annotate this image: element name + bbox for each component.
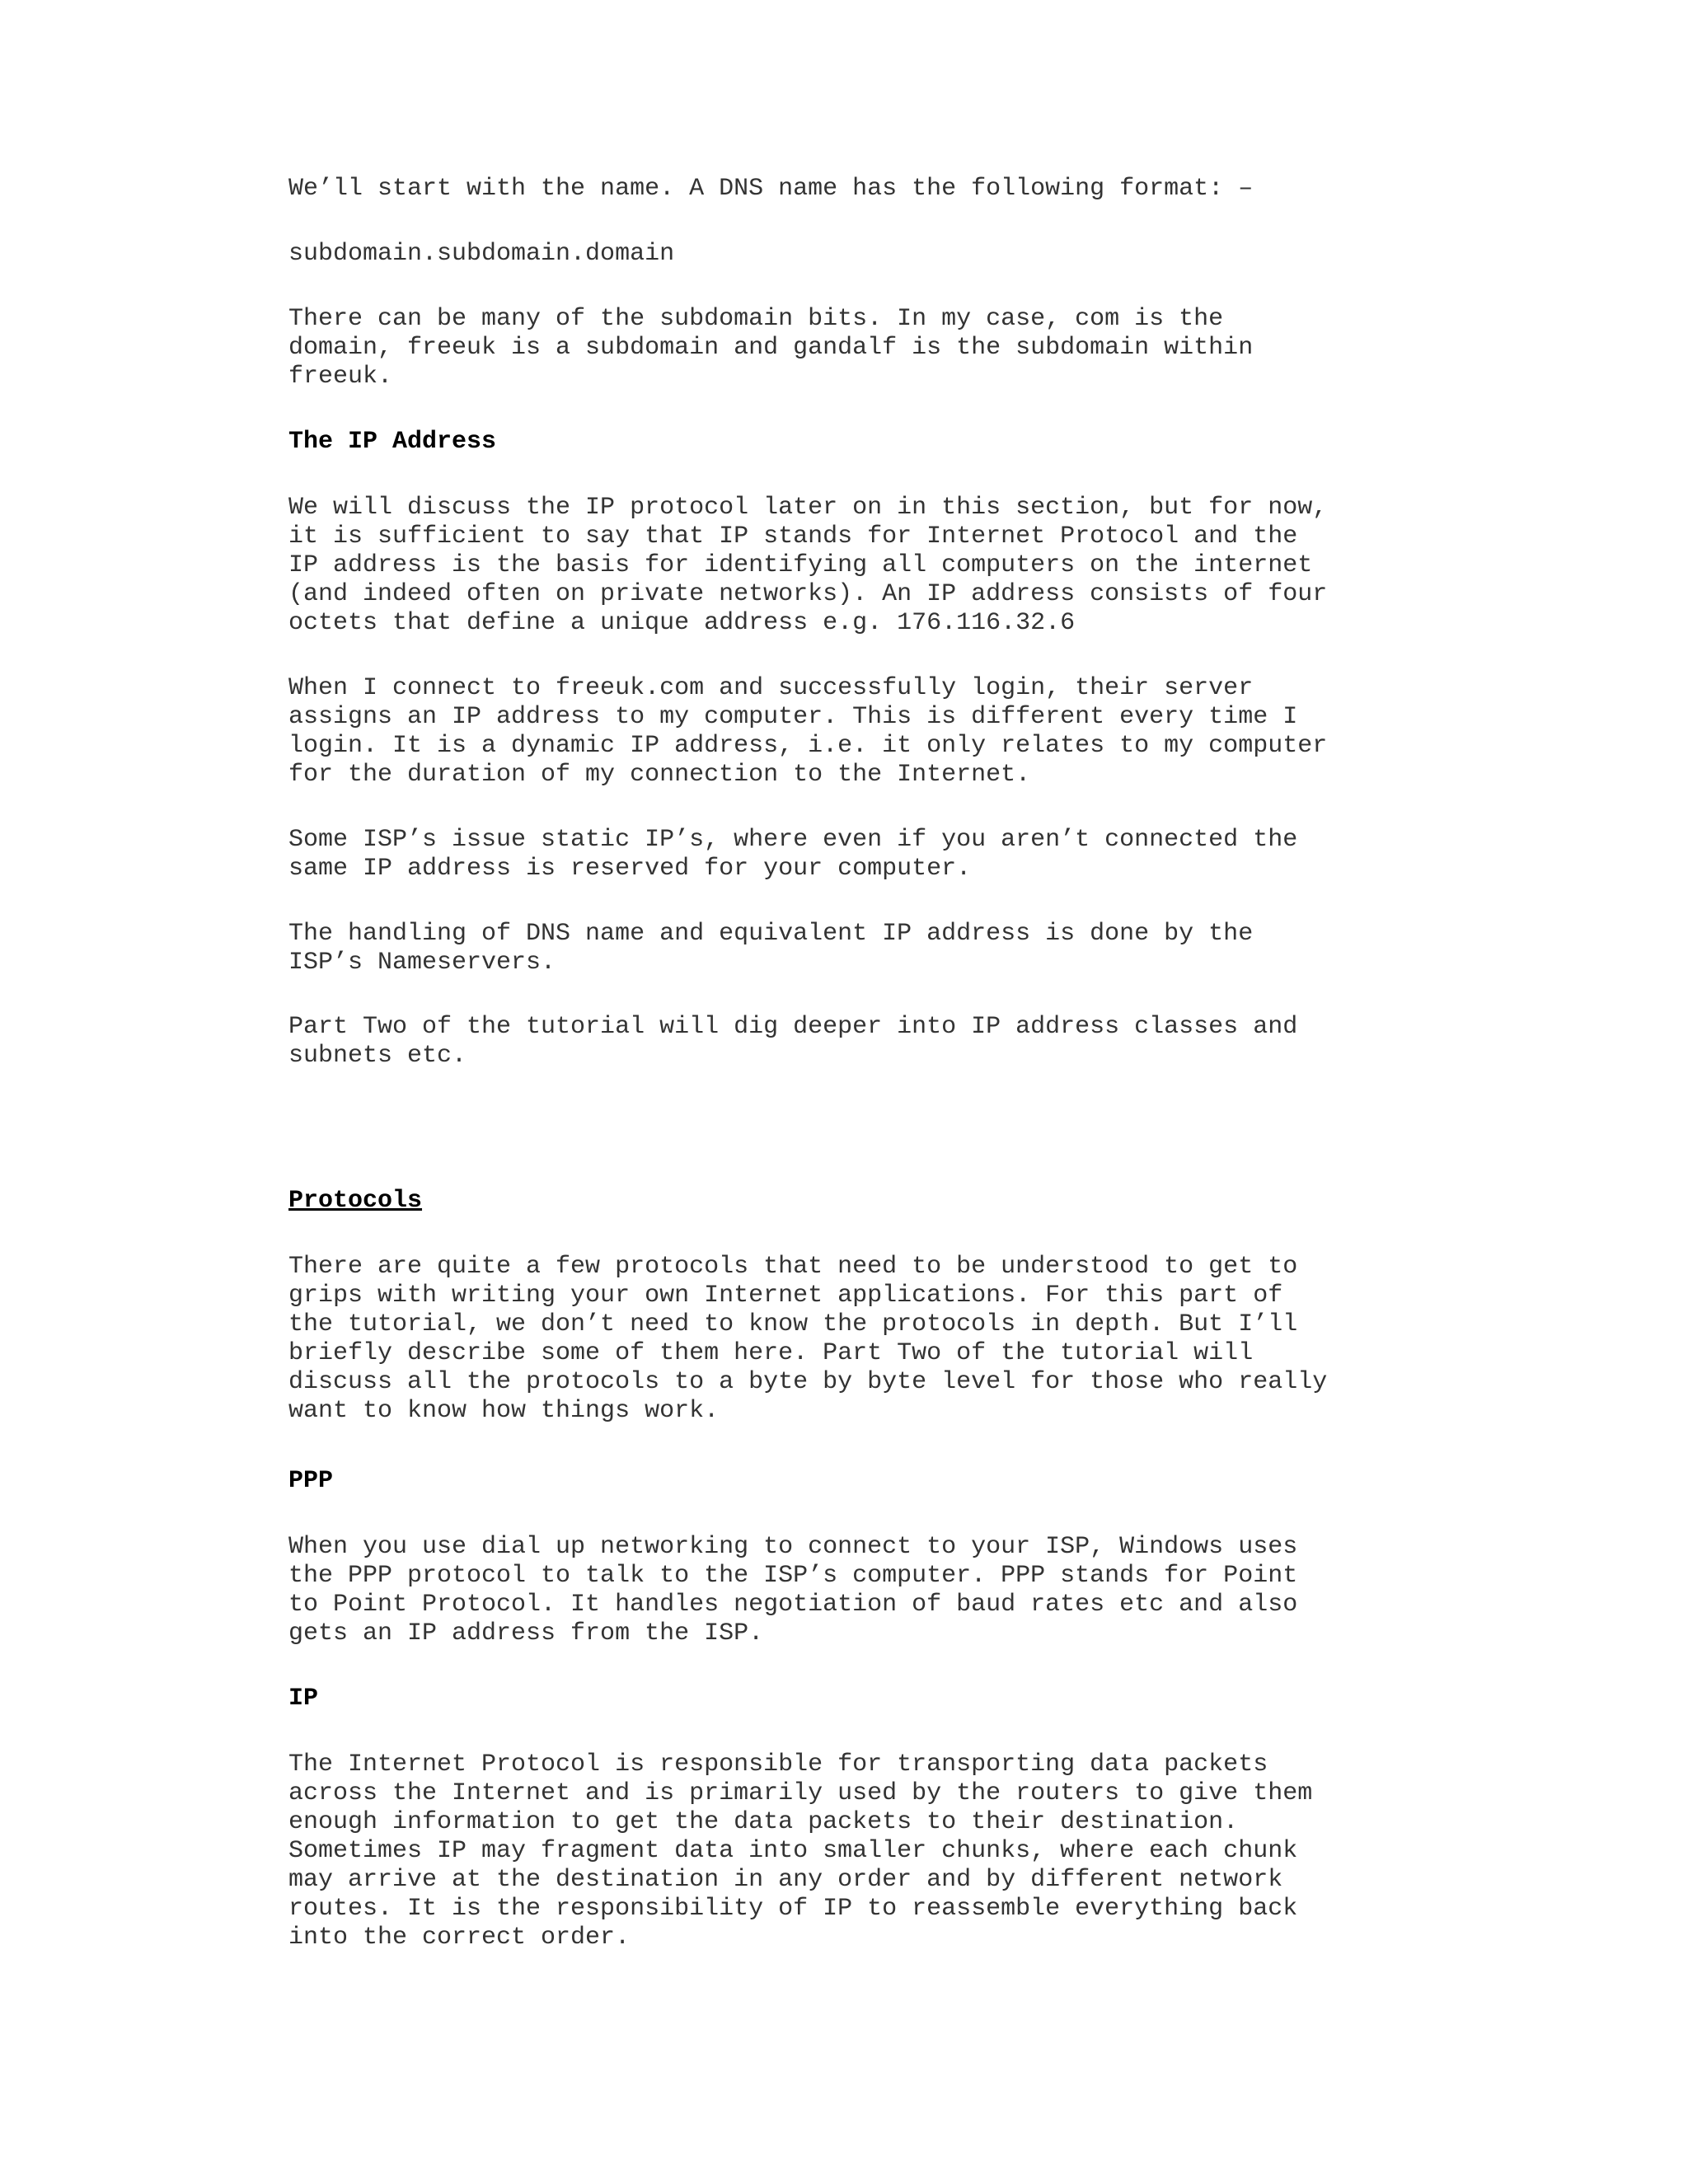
ip-heading: IP bbox=[288, 1685, 319, 1713]
ip-address-paragraph-5: Part Two of the tutorial will dig deeper into IP address classes and subnets etc. bbox=[288, 1013, 1298, 1070]
ip-address-paragraph-2: When I connect to freeuk.com and successfully login, their server assigns an IP address to my computer. This is different every time I login. It is a dynamic IP address, i.e. it only relates to my computer for the duration of my connection to the Internet. bbox=[288, 674, 1328, 789]
dns-format-example: subdomain.subdomain.domain bbox=[288, 240, 675, 268]
ip-address-paragraph-4: The handling of DNS name and equivalent IP address is done by the ISP’s Nameservers. bbox=[288, 920, 1254, 977]
protocols-paragraph: There are quite a few protocols that need to be understood to get to grips with writing your own Internet applications. For this part of the tutorial, we don’t need to know the protocols in depth. But I’ll briefly describe some of them here. Part Two of the tutorial will discuss all the protocols to a byte by byte level for those who really want to know how things work. bbox=[288, 1253, 1328, 1425]
protocols-heading: Protocols bbox=[288, 1187, 423, 1215]
ppp-heading: PPP bbox=[288, 1467, 334, 1495]
ppp-paragraph: When you use dial up networking to connect to your ISP, Windows uses the PPP protocol to talk to the ISP’s computer. PPP stands for Point to Point Protocol. It handles negotiation of baud rates etc and also gets an IP address from the ISP. bbox=[288, 1533, 1298, 1647]
subdomain-paragraph: There can be many of the subdomain bits. In my case, com is the domain, freeuk is a subdomain and gandalf is the subdomain within freeuk. bbox=[288, 305, 1254, 391]
ip-address-paragraph-3: Some ISP’s issue static IP’s, where even if you aren’t connected the same IP address is reserved for your computer. bbox=[288, 826, 1298, 883]
ip-paragraph: The Internet Protocol is responsible for transporting data packets across the Internet and is primarily used by the routers to give them enough information to get the data packets to their destination. Sometimes IP may fragment data into smaller chunks, where each chunk may arrive at the destination in any order and by different network routes. It is the responsibility of IP to reassemble everything back into the correct order. bbox=[288, 1750, 1313, 1952]
intro-line: We’ll start with the name. A DNS name has the following format: – bbox=[288, 175, 1254, 203]
ip-address-heading: The IP Address bbox=[288, 428, 497, 456]
ip-address-paragraph-1: We will discuss the IP protocol later on in this section, but for now, it is sufficient to say that IP stands for Internet Protocol and the IP address is the basis for identifying all computers on the internet (and indeed often on private networks). An IP address consists of four octets that define a unique address e.g. 176.116.32.6 bbox=[288, 494, 1328, 637]
